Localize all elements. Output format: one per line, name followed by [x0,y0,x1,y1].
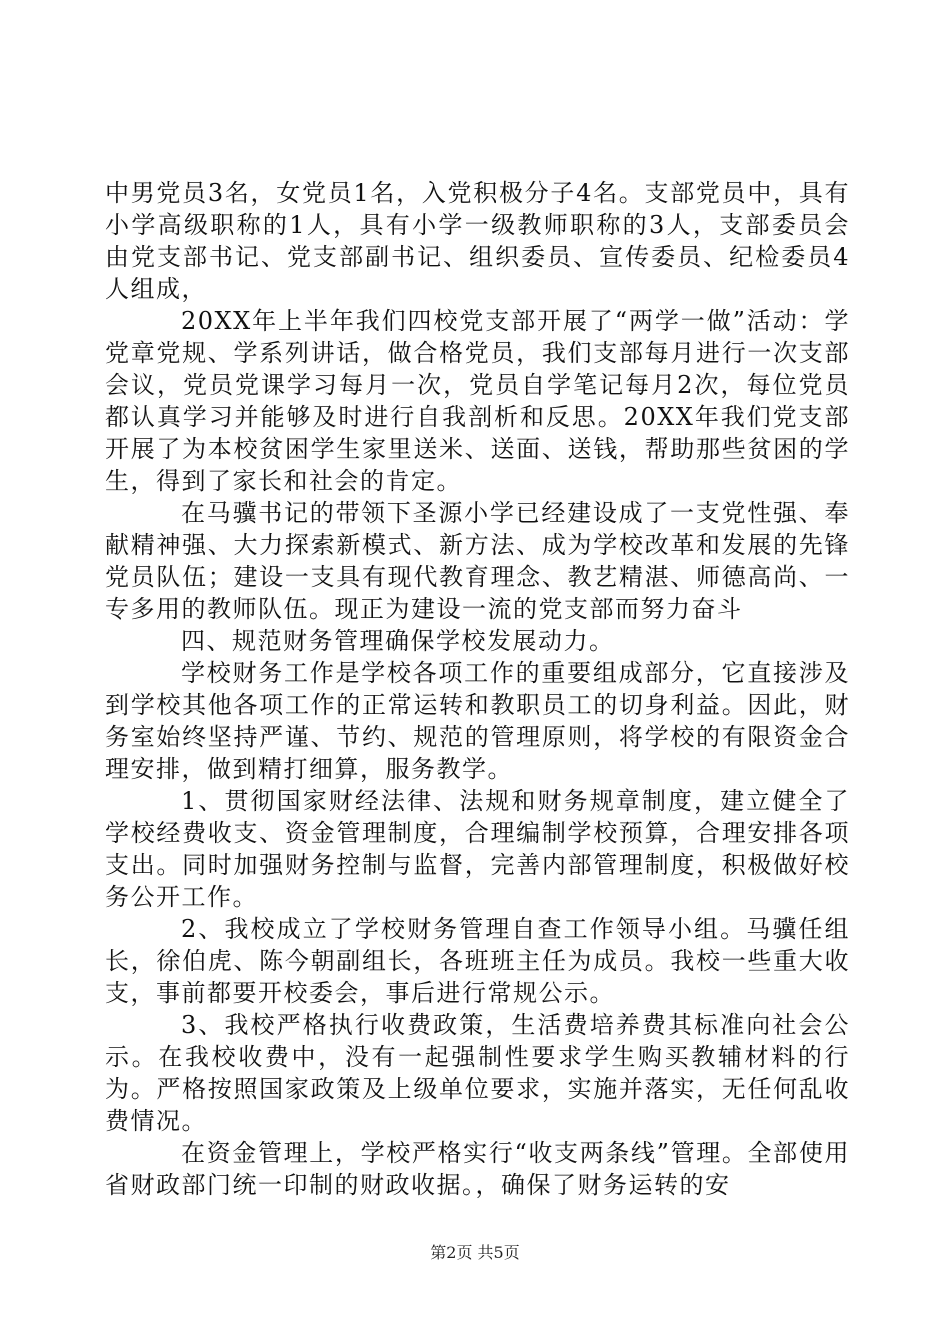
paragraph-6: 1、贯彻国家财经法律、法规和财务规章制度，建立健全了学校经费收支、资金管理制度，合理编制学校预算，合理安排各项支出。同时加强财务控制与监督，完善内部管理制度，积极做好校务公开工作。 [105,787,850,911]
paragraph-9: 在资金管理上，学校严格实行“收支两条线”管理。全部使用省财政部门统一印制的财政收据。，确保了财务运转的安 [105,1139,850,1199]
paragraph-2: 20XX年上半年我们四校党支部开展了“两学一做”活动：学党章党规、学系列讲话，做合格党员，我们支部每月进行一次支部会议，党员党课学习每月一次，党员自学笔记每月2次，每位党员都认真学习并能够及时进行自我剖析和反思。20XX年我们党支部开展了为本校贫困学生家里送米、送面、送钱，帮助那些贫困的学生，得到了家长和社会的肯定。 [105,307,850,495]
paragraph-5: 学校财务工作是学校各项工作的重要组成部分，它直接涉及到学校其他各项工作的正常运转和教职员工的切身利益。因此，财务室始终坚持严谨、节约、规范的管理原则，将学校的有限资金合理安排，做到精打细算，服务教学。 [105,659,850,783]
paragraph-3: 在马骥书记的带领下圣源小学已经建设成了一支党性强、奉献精神强、大力探索新模式、新方法、成为学校改革和发展的先锋党员队伍；建设一支具有现代教育理念、教艺精湛、师德高尚、一专多用的教师队伍。现正为建设一流的党支部而努力奋斗 [105,499,850,623]
paragraph-7: 2、我校成立了学校财务管理自查工作领导小组。马骥任组长，徐伯虎、陈今朝副组长，各班班主任为成员。我校一些重大收支，事前都要开校委会，事后进行常规公示。 [105,915,850,1007]
document-body [105,177,850,1201]
section-heading-finance: 四、规范财务管理确保学校发展动力。 [181,627,615,655]
paragraph-8: 3、我校严格执行收费政策，生活费培养费其标准向社会公示。在我校收费中，没有一起强制性要求学生购买教辅材料的行为。严格按照国家政策及上级单位要求，实施并落实，无任何乱收费情况。 [105,1011,850,1135]
page-number-footer: 第2页 共5页 [430,1243,520,1262]
paragraph-1: 中男党员3名，女党员1名，入党积极分子4名。支部党员中，具有小学高级职称的1人，具有小学一级教师职称的3人，支部委员会由党支部书记、党支部副书记、组织委员、宣传委员、纪检委员4人组成， [105,179,850,303]
